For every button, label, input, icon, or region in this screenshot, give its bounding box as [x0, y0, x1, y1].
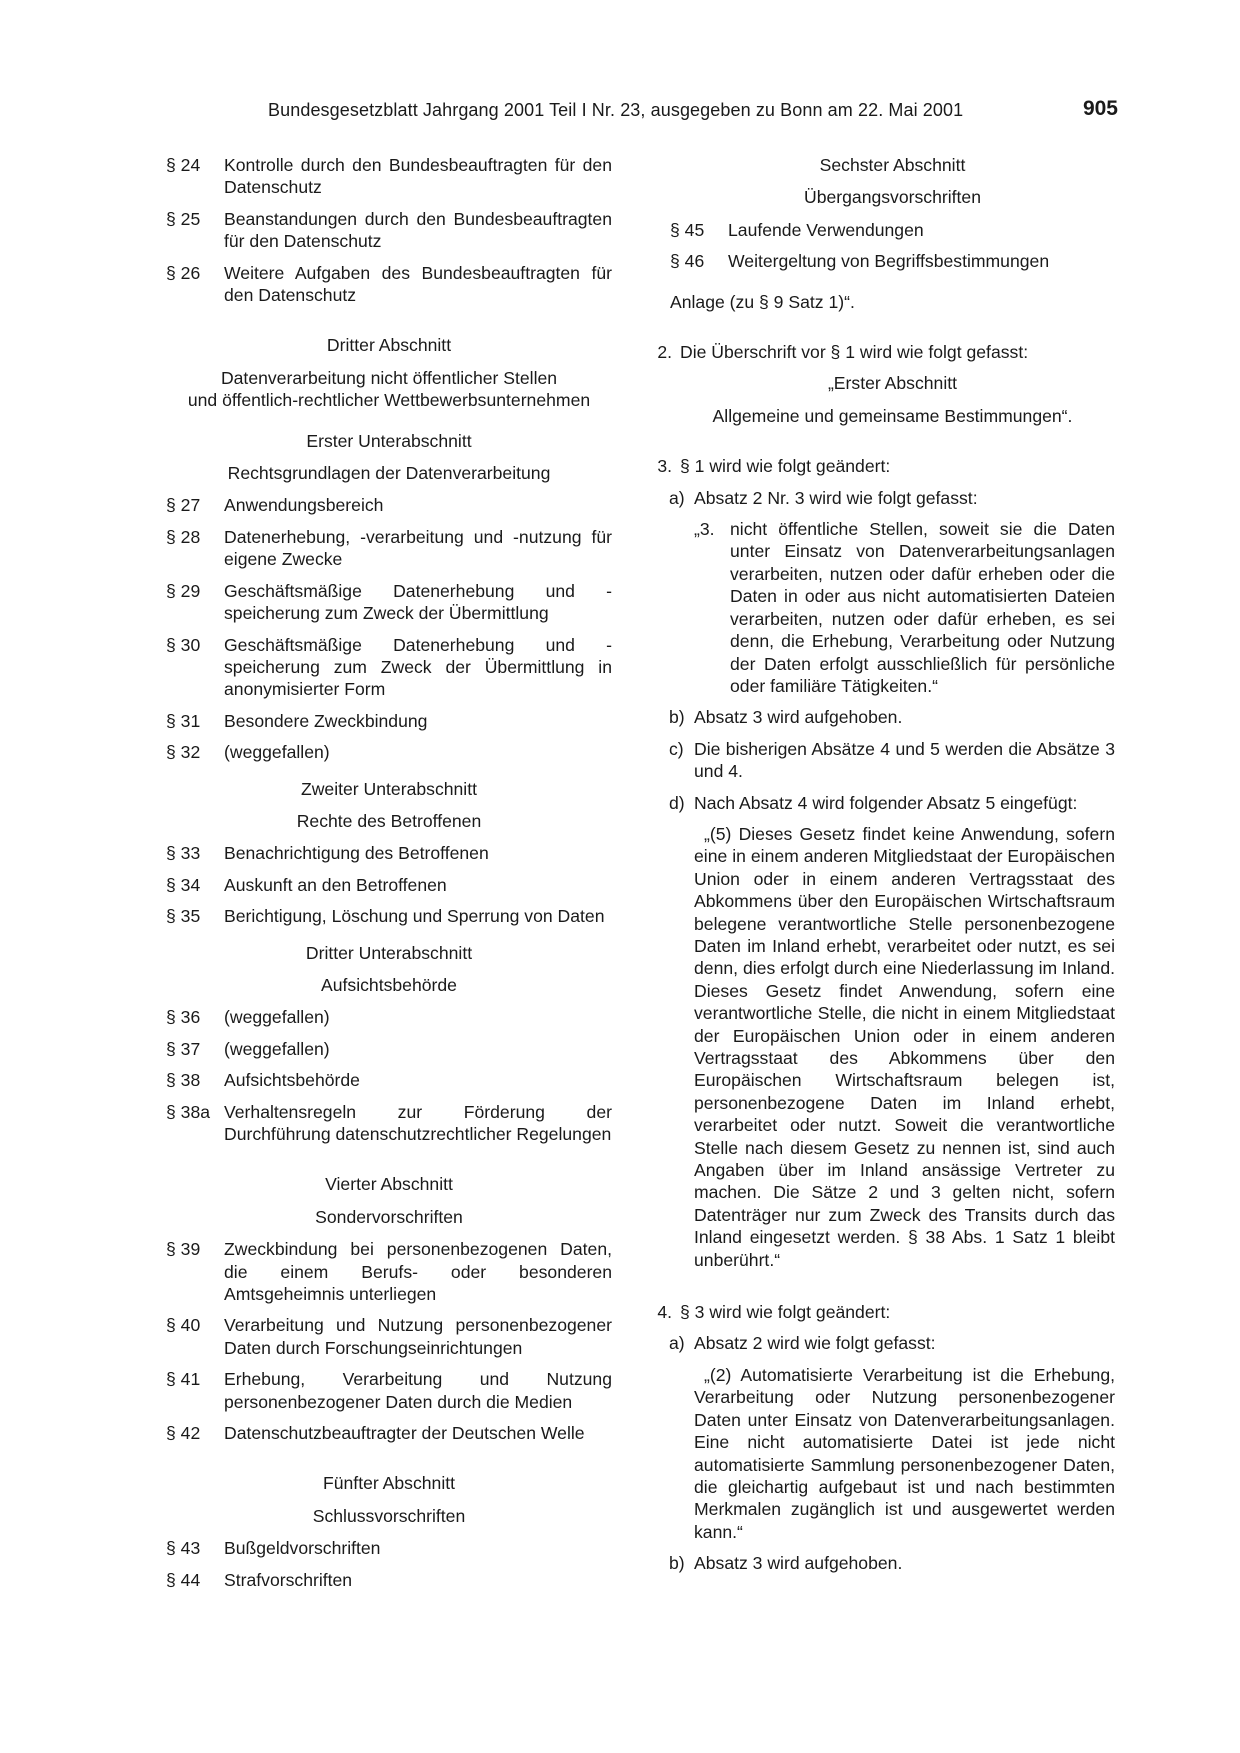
toc-section-title: Geschäftsmäßige Datenerhebung und -speicherung zum Zweck der Übermittlung in anonymisierter Form: [224, 634, 612, 700]
toc-section-title: Aufsichtsbehörde: [224, 1070, 360, 1091]
toc-section-title: Beanstandungen durch den Bundesbeauftragten für den Datenschutz: [224, 208, 612, 252]
sub-text: Absatz 2 wird wie folgt gefasst:: [694, 1333, 936, 1354]
toc-entry: [166, 1537, 612, 1559]
toc-section-number: § 29: [166, 580, 201, 601]
item-number: 2.: [657, 342, 672, 363]
subsection-heading-2: Zweiter Unterabschnitt: [300, 778, 477, 799]
section-heading-4: Vierter Abschnitt: [325, 1174, 453, 1195]
toc-section-number: § 46: [670, 251, 705, 272]
toc-section-title: Verhaltensregeln zur Förderung der Durchführung datenschutzrechtlicher Regelungen: [224, 1101, 612, 1144]
toc-entry: [166, 905, 612, 927]
toc-section-number: § 34: [166, 874, 201, 895]
toc-section-number: § 39: [166, 1239, 201, 1260]
page-header: [168, 97, 1118, 128]
toc-entry: [166, 1569, 612, 1591]
toc-group-section5: [166, 1537, 612, 1591]
subsection-title-3: Aufsichtsbehörde: [321, 974, 457, 995]
subsection-heading-3: Dritter Unterabschnitt: [305, 942, 473, 963]
toc-entry: [166, 494, 612, 516]
toc-section-number: § 30: [166, 634, 201, 655]
toc-section-number: § 42: [166, 1423, 201, 1444]
section-heading-3: Dritter Abschnitt: [326, 335, 452, 356]
section-title-6: Übergangsvorschriften: [803, 187, 981, 208]
toc-section-title: Geschäftsmäßige Datenerhebung und -speicherung zum Zweck der Übermittlung: [224, 580, 612, 624]
subsection-heading-1: Erster Unterabschnitt: [306, 430, 472, 451]
toc-section-title: Datenerhebung, -verarbeitung und -nutzung für eigene Zwecke: [224, 526, 612, 570]
quoted-clause-3: [694, 518, 1115, 697]
toc-entry: [166, 1314, 612, 1359]
toc-group-section6: [670, 219, 1115, 273]
subsection-title-2: Rechte des Betroffenen: [296, 810, 482, 831]
toc-section-title: Auskunft an den Betroffenen: [224, 874, 447, 895]
toc-section-number: § 37: [166, 1038, 201, 1059]
quoted-number: „3.: [694, 519, 715, 540]
section-title-5: Schlussvorschriften: [312, 1505, 466, 1526]
toc-section-title: Strafvorschriften: [224, 1569, 353, 1590]
toc-section-title: Bußgeldvorschriften: [224, 1538, 381, 1559]
toc-entry: [166, 208, 612, 253]
sub-item-3a: [669, 487, 1115, 509]
toc-section-number: § 44: [166, 1569, 201, 1590]
toc-section-number: § 25: [166, 208, 201, 229]
toc-entry: [166, 262, 612, 307]
toc-section-number: § 38: [166, 1070, 201, 1091]
sub-letter: a): [669, 487, 685, 508]
toc-group-sub1: [166, 494, 612, 763]
item-number: 4.: [657, 1302, 672, 1323]
anlage-line: Anlage (zu § 9 Satz 1)“.: [670, 291, 855, 312]
section-title-4: Sondervorschriften: [315, 1206, 463, 1227]
left-column: [166, 154, 612, 1600]
sub-letter: a): [669, 1333, 685, 1354]
toc-section-number: § 45: [670, 219, 705, 240]
toc-section-number: § 28: [166, 526, 201, 547]
toc-section-number: § 35: [166, 906, 201, 927]
toc-entry: [670, 219, 1115, 241]
toc-section-number: § 38a: [166, 1101, 211, 1122]
toc-section-title: Datenschutzbeauftragter der Deutschen Welle: [224, 1423, 585, 1444]
section-heading-5: Fünfter Abschnitt: [322, 1473, 456, 1494]
quoted-heading: „Erster Abschnitt: [827, 373, 958, 394]
page-number: 905: [1082, 97, 1118, 120]
subsection-title-1: Rechtsgrundlagen der Datenverarbeitung: [227, 463, 551, 484]
toc-section-title: Laufende Verwendungen: [728, 219, 924, 240]
toc-section-number: § 26: [166, 262, 201, 283]
toc-section-title: Weitergeltung von Begriffsbestimmungen: [728, 251, 1050, 272]
toc-section-title: Verarbeitung und Nutzung personenbezogener Daten durch Forschungseinrichtungen: [224, 1315, 612, 1358]
toc-section-number: § 32: [166, 742, 201, 763]
toc-group-section4: [166, 1238, 612, 1444]
sub-item-4a: [669, 1332, 1115, 1354]
toc-group-sub3: [166, 1006, 612, 1145]
toc-section-title: Zweckbindung bei personenbezogenen Daten, die einem Berufs- oder besonderen Amtsgeheimnis unterliegen: [224, 1239, 612, 1305]
quoted-title: Allgemeine und gemeinsame Bestimmungen“.: [712, 405, 1073, 426]
toc-entry: [166, 842, 612, 864]
sub-letter: b): [669, 707, 685, 728]
toc-entry: [166, 1101, 612, 1146]
section-title-3: [166, 367, 612, 412]
quoted-paragraph-2: „(2) Automatisierte Verarbeitung ist die Erhebung, Verarbeitung oder Nutzung personenbezogener Daten unter Einsatz von Datenverarbeitungsanlagen. Eine nicht automatisierte Datei ist jede nicht automatisierte Sammlung personenbezogener Daten, die gleichartig aufgebaut ist und nach bestimmten Merkmalen zugänglich ist und ausgewertet werden kann.“: [694, 1364, 1115, 1542]
sub-item-3d: [669, 792, 1115, 814]
sub-item-3c: [669, 738, 1115, 783]
toc-section-number: § 27: [166, 495, 201, 516]
toc-section-number: § 43: [166, 1538, 201, 1559]
toc-entry: [166, 1038, 612, 1060]
sub-text: Nach Absatz 4 wird folgender Absatz 5 eingefügt:: [694, 792, 1078, 813]
section-title-3-line2: und öffentlich-rechtlicher Wettbewerbsunternehmen: [187, 390, 591, 411]
toc-section-number: § 41: [166, 1369, 201, 1390]
toc-entry: [166, 1069, 612, 1091]
toc-entry: [166, 741, 612, 763]
sub-item-3b: [669, 706, 1115, 728]
toc-section-title: Berichtigung, Löschung und Sperrung von Daten: [224, 906, 605, 927]
toc-section-number: § 33: [166, 843, 201, 864]
sub-text: Die bisherigen Absätze 4 und 5 werden die Absätze 3 und 4.: [694, 738, 1115, 782]
toc-section-title: Weitere Aufgaben des Bundesbeauftragten für den Datenschutz: [224, 262, 612, 306]
toc-entry: [166, 154, 612, 199]
section-title-3-line1: Datenverarbeitung nicht öffentlicher Stellen: [220, 367, 558, 388]
sub-item-4b: [669, 1552, 1115, 1574]
toc-section-title: Besondere Zweckbindung: [224, 710, 428, 731]
toc-section-title: (weggefallen): [224, 1007, 330, 1028]
toc-entry: [670, 250, 1115, 272]
toc-section-title: (weggefallen): [224, 742, 330, 763]
toc-entry: [166, 634, 612, 701]
right-column: [645, 154, 1115, 1584]
item-number: 3.: [657, 456, 672, 477]
sub-letter: c): [669, 738, 684, 759]
amendment-item-3: [645, 455, 1115, 477]
toc-section-title: Erhebung, Verarbeitung und Nutzung personenbezogener Daten durch die Medien: [224, 1369, 612, 1412]
toc-section-number: § 36: [166, 1007, 201, 1028]
toc-entry: [166, 1006, 612, 1028]
toc-group-sub2: [166, 842, 612, 927]
toc-section-title: Anwendungsbereich: [224, 495, 384, 516]
toc-section-number: § 40: [166, 1315, 201, 1336]
toc-entry: [166, 1422, 612, 1444]
sub-text: Absatz 3 wird aufgehoben.: [694, 707, 903, 728]
toc-group-section2-end: [166, 154, 612, 306]
item-text: Die Überschrift vor § 1 wird wie folgt gefasst:: [680, 342, 1029, 363]
item-text: § 1 wird wie folgt geändert:: [680, 456, 891, 477]
amendment-item-4: [645, 1301, 1115, 1323]
toc-entry: [166, 580, 612, 625]
quoted-text: nicht öffentliche Stellen, soweit sie die Daten unter Einsatz von Datenverarbeitungsanlagen verarbeiten, nutzen oder dafür erheben oder die Daten in oder aus nicht automatisierten Dateien verarbeiten, nutzen oder dafür erheben, es sei denn, die Erhebung, Verarbeitung oder Nutzung der Daten erfolgt ausschließlich für persönliche oder familiäre Tätigkeiten.“: [730, 519, 1115, 696]
toc-section-title: (weggefallen): [224, 1038, 330, 1059]
item-text: § 3 wird wie folgt geändert:: [680, 1302, 891, 1323]
toc-entry: [166, 874, 612, 896]
toc-section-title: Benachrichtigung des Betroffenen: [224, 843, 489, 864]
toc-section-number: § 31: [166, 710, 201, 731]
toc-entry: [166, 1368, 612, 1413]
sub-letter: d): [669, 792, 685, 813]
amendment-item-2: [645, 341, 1115, 363]
quoted-paragraph-5: „(5) Dieses Gesetz findet keine Anwendung, sofern eine in einem anderen Mitgliedstaat der Europäischen Union oder in einem anderen Vertragsstaat des Abkommens über den Europäischen Wirtschaftsraum belegene verantwortliche Stelle personenbezogene Daten im Inland erhebt, verarbeitet oder nutzt, es sei denn, dies erfolgt durch eine Niederlassung im Inland. Dieses Gesetz findet Anwendung, sofern eine verantwortliche Stelle, die nicht in einem Mitgliedstaat der Europäischen Union oder in einem anderen Vertragsstaat des Abkommens über den Europäischen Wirtschaftsraum belegen ist, personenbezogene Daten im Inland erhebt, verarbeitet oder nutzt. Soweit die verantwortliche Stelle nach diesem Gesetz zu nennen ist, sind auch Angaben über im Inland ansässige Vertreter zu machen. Die Sätze 2 und 3 gelten nicht, sofern Datenträger nur zum Zweck des Transits durch das Inland eingesetzt werden. § 38 Abs. 1 Satz 1 bleibt unberührt.“: [694, 823, 1115, 1270]
running-title: Bundesgesetzblatt Jahrgang 2001 Teil I Nr. 23, ausgegeben zu Bonn am 22. Mai 2001: [268, 100, 964, 120]
toc-entry: [166, 710, 612, 732]
section-heading-6: Sechster Abschnitt: [819, 155, 966, 175]
sub-text: Absatz 2 Nr. 3 wird wie folgt gefasst:: [694, 487, 978, 508]
toc-entry: [166, 526, 612, 571]
toc-section-number: § 24: [166, 155, 201, 175]
toc-section-title: Kontrolle durch den Bundesbeauftragten für den Datenschutz: [224, 155, 612, 198]
toc-entry: [166, 1238, 612, 1305]
sub-text: Absatz 3 wird aufgehoben.: [694, 1553, 903, 1574]
sub-letter: b): [669, 1553, 685, 1574]
